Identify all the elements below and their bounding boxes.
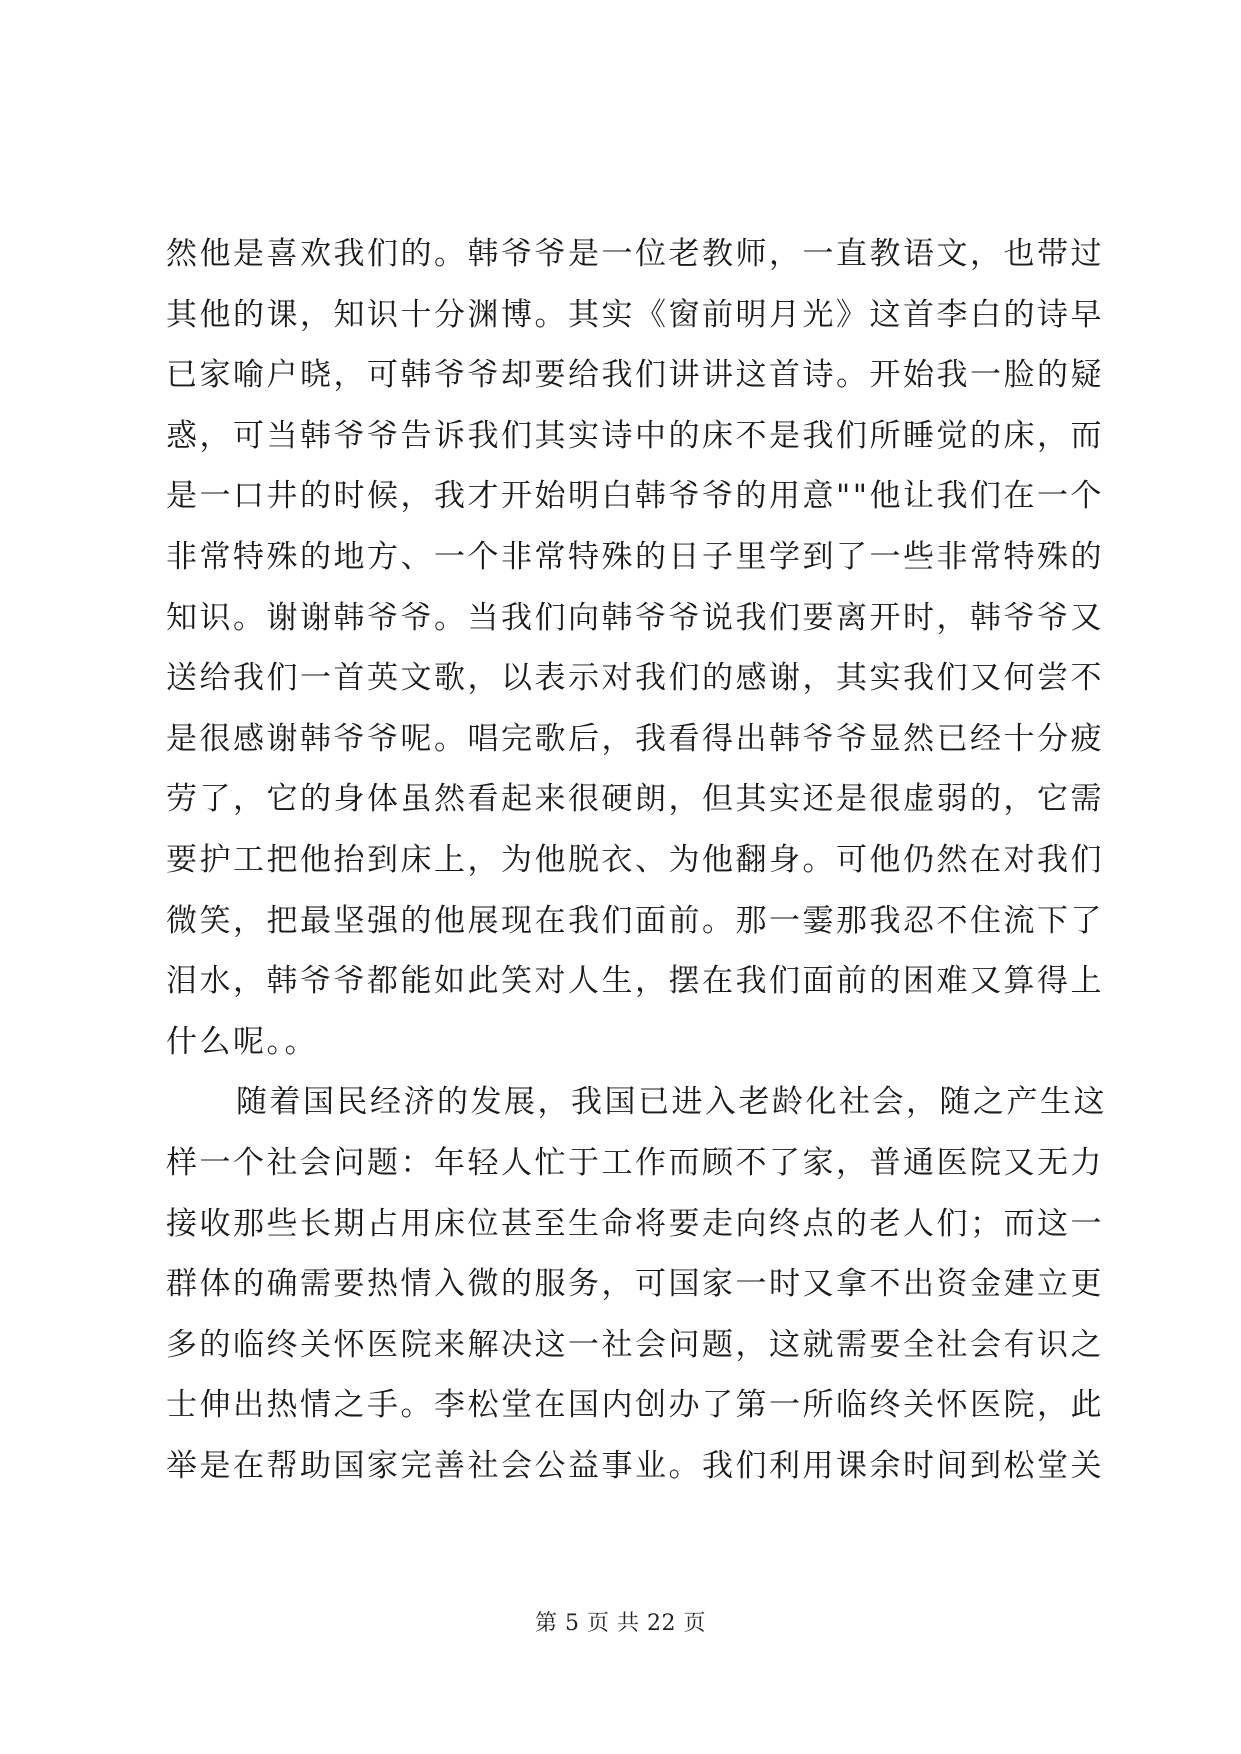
page-footer: 第 5 页 共 22 页: [535, 1611, 706, 1636]
paragraph: [166, 224, 1105, 1072]
text-line: 知识。谢谢韩爷爷。当我们向韩爷爷说我们要离开时，韩爷爷又: [166, 599, 1104, 636]
text-line: 泪水，韩爷爷都能如此笑对人生，摆在我们面前的困难又算得上: [166, 963, 1104, 1000]
text-line: 然他是喜欢我们的。韩爷爷是一位老教师，一直教语文，也带过: [166, 236, 1104, 272]
text-line: 是一口井的时候，我才开始明白韩爷爷的用意""他让我们在一个: [166, 478, 1105, 515]
text-line: 接收那些长期占用床位甚至生命将要走向终点的老人们；而这一: [166, 1205, 1104, 1242]
text-line: 非常特殊的地方、一个非常特殊的日子里学到了一些非常特殊的: [166, 538, 1104, 575]
text-line: 样一个社会问题：年轻人忙于工作而顾不了家，普通医院又无力: [166, 1144, 1104, 1181]
paragraph: [166, 1072, 1107, 1496]
text-line: 其他的课，知识十分渊博。其实《窗前明月光》这首李白的诗早: [166, 296, 1104, 333]
body-text: [166, 224, 1107, 1496]
text-line: 群体的确需要热情入微的服务，可国家一时又拿不出资金建立更: [166, 1266, 1104, 1303]
text-line: 要护工把他抬到床上，为他脱衣、为他翻身。可他仍然在对我们: [166, 841, 1104, 878]
text-line: 惑，可当韩爷爷告诉我们其实诗中的床不是我们所睡觉的床，而: [166, 417, 1104, 454]
text-line: 士伸出热情之手。李松堂在国内创办了第一所临终关怀医院，此: [166, 1387, 1104, 1424]
text-line: 已家喻户晓，可韩爷爷却要给我们讲讲这首诗。开始我一脸的疑: [166, 357, 1104, 394]
text-line: 劳了，它的身体虽然看起来很硬朗，但其实还是很虚弱的，它需: [166, 781, 1104, 818]
text-line: 随着国民经济的发展，我国已进入老龄化社会，随之产生这: [236, 1084, 1107, 1121]
text-line: 什么呢。。: [166, 1023, 318, 1060]
text-line: 多的临终关怀医院来解决这一社会问题，这就需要全社会有识之: [166, 1326, 1104, 1363]
text-line: 送给我们一首英文歌，以表示对我们的感谢，其实我们又何尝不: [166, 660, 1104, 697]
text-line: 微笑，把最坚强的他展现在我们面前。那一霎那我忍不住流下了: [166, 902, 1104, 939]
text-line: 是很感谢韩爷爷呢。唱完歌后，我看得出韩爷爷显然已经十分疲: [166, 720, 1104, 757]
text-line: 举是在帮助国家完善社会公益事业。我们利用课余时间到松堂关: [166, 1447, 1104, 1484]
